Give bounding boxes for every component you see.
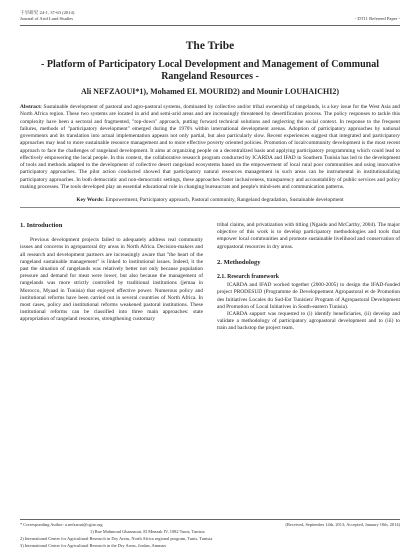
journal-info [20,10,74,22]
keywords [20,197,400,203]
footer-rule [20,519,400,520]
keywords-rule [20,207,400,208]
affiliation-3: 3) International Center for Agricultural Research in the Dry Areas, Jordan, Amman [20,543,166,548]
keywords-label: Key Words: [76,197,104,203]
paper-subtitle: - Platform of Participatory Local Development and Management of Communal Rangeland Resources - [41,59,379,82]
author-list: Ali NEFZAOUI*1), Mohamed EL MOURID2) and Mounir LOUHAICHI2) [80,87,340,96]
page-footer [20,519,400,549]
section-heading-introduction: 1. Introduction [20,222,63,229]
journal-header [20,10,400,22]
footer-first-row [20,521,400,528]
abstract-text: Sustainable development of pastoral and agro-pastoral systems, dominated by collective and/or tribal ownership of rangelands, is a key issue for the West Asia and North Africa region. These two systems are located in arid and semi-arid areas and are increasingly threatened by desertification process. The policy responses to tackle this complexity have been a sectoral and fragmented, "top-down" approach, putting forward technical solutions and neglecting the social context. In response to the frequent failures, methods of "participatory development" emerged during the 1970's within international development arenas. Adoption of participatory approaches by national governments and its translation into actual implementation appears not only partial, but also particularly slow. Recent experiences suggest that integrated and participatory approaches may lead to more sustainable resource management and to more effective poverty oriented policies. Promotion of local/community development is the most recent approach to face the challenges of rangeland development. It aims at organizing people on a decentralized basis and applying participatory programming which could lead to effectively empowering the local people. In this context, the collaborative research program conducted by ICARDA and IFAD in Southern Tunisia has led to the development of tools and methods adapted to the development of collective desert rangeland ecosystems based on the empowerment of local rural poor communities and using innovative participatory approaches. The pilot action conducted showed that participatory natural resources management in such areas can be instrumental in institutionalizing participatory approaches. In both democratic and non-democratic settings, these approaches foster inclusiveness, transparency and accountability of public services and policy making processes. The tools developed play an essential educational role in changing bureaucrats and people's mind-sets and communication patterns. [20,104,400,190]
abstract [20,104,400,191]
journal-name-cn: 干旱研究 24-1, 37-63 (2014) [20,10,75,15]
corresponding-author: * Corresponding Author: a.nefzaoui@cgiar.org [20,522,103,527]
affiliation-2: 2) International Center for Agricultural Research in Dry Areas, North Africa regional program, Tunis, Tunisia [20,536,213,541]
section-heading-methodology: 2. Methodology [217,258,261,266]
methodology-paragraph-1: ICARDA and IFAD worked together (2000-2005) to design the IFAD-funded project PRODESUD (Programme de Developpement Agropastoral et de Promotion des Initiatives Locales du Sud-Est Tunisien/ Program of Agropastoral Development and Promotion of Local Initiatives in South-eastern Tunisia). [217,282,400,310]
intro-continued-paragraph: tribal claims, and privatization with titling (Ngaido and McCarthy, 2004). The major objective of this work is to develop participatory methodologies and tools that empower local communities and promote sustainable livelihood and conservation of agropastoral resources in dry areas. [217,222,400,250]
paper-title: The Tribe [185,40,235,52]
header-rule [20,25,400,26]
subsection-heading-research-framework: 2.1. Research framework [217,274,280,281]
methodology-paragraph-2: ICARDA support was requested to (i) identify beneficiaries, (ii) develop and validate a methodology of participatory agropastoral development and to (iii) to train and backstop the project team. [217,311,400,332]
abstract-label: Abstract: [20,104,42,110]
left-column [20,222,203,333]
keywords-text: Empowerment, Participatory approach, Pastoral community, Rangeland degradation, Sustainable development [105,197,344,203]
body-columns [20,222,400,333]
intro-paragraph: Previous development projects failed to adequately address real community issues and concerns in agropastoral dry areas in North Africa. Decision-makers and all research and development partners are increasingly aware that "the heart of the rangeland sustainable management" is linked to institutional issues. Indeed, it the past the situation of rangelands was relatively better not only because population pressure and demand for meat were lower, but also because the management of rangelands was more strictly controlled by traditional institutions (jemaa in Morocco, Myaad in Tunisia) that enjoyed effective power. Numerous policy and institutional reforms have been carried out in several countries of North Africa. In most cases, policy and institutional reforms weakened pastoral institutions. These institutional reforms can be classified into three main approaches: state appropriation of rangeland resources, strengthening customary [20,237,203,323]
affiliation-1: 1) Rue Mahmoud Ghaznaoui, El Menzah IV, 1082 Tunis, Tunisia [90,529,205,534]
received-accepted-dates: (Received, September 14th, 2013; Accepted, January 10th, 2014) [285,522,400,527]
journal-name-en: Journal of Arid Land Studies [20,16,74,21]
refereed-label: - DT11 Refereed Paper - [354,16,400,21]
right-column [217,222,400,333]
